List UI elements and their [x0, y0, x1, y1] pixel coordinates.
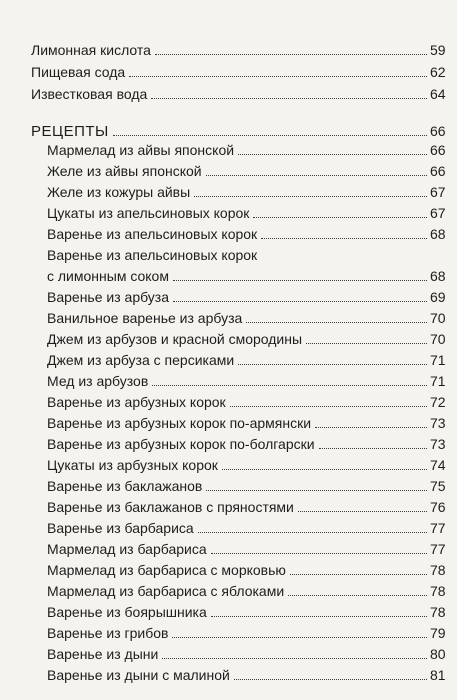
- leader-dots: [173, 301, 427, 302]
- recipe-label: Варенье из арбуза: [47, 289, 170, 305]
- toc-recipe-entry: [0, 432, 457, 453]
- leader-dots: [222, 469, 427, 470]
- recipe-page: 70: [430, 310, 446, 326]
- recipe-page: 67: [430, 205, 446, 221]
- recipe-page: 66: [430, 142, 446, 158]
- toc-recipe-entry: [0, 537, 457, 558]
- leader-dots: [290, 574, 427, 575]
- toc-recipe-entry: [0, 285, 457, 306]
- toc-recipe-entry: [0, 516, 457, 537]
- leader-dots: [113, 135, 427, 136]
- leader-dots: [288, 595, 427, 596]
- leader-dots: [261, 238, 427, 239]
- toc-entry-page: 59: [430, 42, 446, 58]
- toc-recipe-entry: [0, 159, 457, 180]
- toc-entry-page: 62: [430, 64, 446, 80]
- leader-dots: [253, 217, 427, 218]
- leader-dots: [172, 637, 427, 638]
- recipe-page: 71: [430, 352, 446, 368]
- leader-dots: [162, 658, 427, 659]
- recipe-label: Варенье из арбузных корок: [47, 394, 226, 410]
- recipe-label: Мед из арбузов: [47, 373, 149, 389]
- recipe-label: Варенье из баклажанов с пряностями: [47, 499, 294, 515]
- recipe-label: Мармелад из барбариса с яблоками: [47, 583, 285, 599]
- recipe-label: Желе из кожуры айвы: [47, 184, 191, 200]
- toc-recipe-entry: [0, 348, 457, 369]
- toc-recipe-entry: [0, 222, 457, 243]
- recipe-page: 67: [430, 184, 446, 200]
- recipe-label: Варенье из барбариса: [47, 520, 194, 536]
- leader-dots: [151, 98, 427, 99]
- recipe-page: 68: [430, 226, 446, 242]
- recipe-page: 79: [430, 625, 446, 641]
- toc-recipe-entry: [0, 621, 457, 642]
- leader-dots: [173, 280, 427, 281]
- recipe-label: Варенье из баклажанов: [47, 478, 203, 494]
- recipe-label: Цукаты из арбузных корок: [47, 457, 218, 473]
- toc-recipe-entry: [0, 180, 457, 201]
- section-page: 66: [430, 123, 446, 139]
- recipe-page: 66: [430, 163, 446, 179]
- recipe-label: Джем из арбуза с персиками: [47, 352, 235, 368]
- toc-recipe-entry: [0, 558, 457, 579]
- toc-recipe-entry: [0, 642, 457, 663]
- recipe-label: Ванильное варенье из арбуза: [47, 310, 243, 326]
- leader-dots: [238, 154, 427, 155]
- leader-dots: [211, 553, 427, 554]
- recipe-page: 73: [430, 436, 446, 452]
- recipe-label: Варенье из дыни с малиной: [47, 667, 230, 683]
- toc-entry: [0, 82, 457, 103]
- leader-dots: [306, 343, 427, 344]
- leader-dots: [238, 364, 427, 365]
- recipe-page: 78: [430, 583, 446, 599]
- recipe-page: 75: [430, 478, 446, 494]
- leader-dots: [155, 54, 427, 55]
- recipe-page: 70: [430, 331, 446, 347]
- toc-recipe-entry: [0, 600, 457, 621]
- recipe-label: Варенье из грибов: [47, 625, 169, 641]
- leader-dots: [194, 196, 427, 197]
- recipe-page: 72: [430, 394, 446, 410]
- leader-dots: [230, 406, 427, 407]
- toc-recipe-entry: [0, 453, 457, 474]
- recipe-page: 78: [430, 562, 446, 578]
- toc-recipe-entry: [0, 369, 457, 390]
- leader-dots: [315, 427, 427, 428]
- recipe-page: 68: [430, 268, 446, 284]
- recipe-page: 80: [430, 646, 446, 662]
- leader-dots: [319, 448, 427, 449]
- toc-recipe-entry-continuation: [0, 264, 457, 285]
- section-title: РЕЦЕПТЫ: [31, 123, 109, 140]
- leader-dots: [206, 490, 427, 491]
- toc-recipe-entry: [0, 201, 457, 222]
- recipe-label: Мармелад из барбариса: [47, 541, 207, 557]
- leader-dots: [246, 322, 427, 323]
- recipe-label: Варенье из дыни: [47, 646, 159, 662]
- leader-dots: [129, 76, 427, 77]
- leader-dots: [152, 385, 427, 386]
- recipe-label: с лимонным соком: [47, 268, 169, 284]
- toc-entry-label: Лимонная кислота: [31, 42, 151, 58]
- recipe-label: Варенье из боярышника: [47, 604, 207, 620]
- recipe-label: Варенье из арбузных корок по-болгарски: [47, 436, 315, 452]
- toc-recipe-entry: [0, 474, 457, 495]
- toc-recipe-entry-multiline: [0, 243, 457, 264]
- toc-recipe-entry: [0, 579, 457, 600]
- leader-dots: [234, 679, 427, 680]
- recipe-page: 74: [430, 457, 446, 473]
- recipe-label: Варенье из апельсиновых корок: [47, 247, 258, 263]
- leader-dots: [206, 175, 427, 176]
- toc-section-heading: [0, 119, 457, 140]
- recipe-label: Желе из айвы японской: [47, 163, 202, 179]
- leader-dots: [298, 511, 427, 512]
- toc-recipe-entry: [0, 306, 457, 327]
- recipe-page: 77: [430, 541, 446, 557]
- toc-recipe-entry: [0, 327, 457, 348]
- toc-entry-page: 64: [430, 86, 446, 102]
- toc-recipe-entry: [0, 411, 457, 432]
- recipe-page: 81: [430, 667, 446, 683]
- toc-entry-label: Известковая вода: [31, 86, 148, 102]
- recipe-label: Цукаты из апельсиновых корок: [47, 205, 250, 221]
- toc-entry: [0, 60, 457, 81]
- recipe-page: 71: [430, 373, 446, 389]
- recipe-page: 76: [430, 499, 446, 515]
- recipe-page: 73: [430, 415, 446, 431]
- toc-recipe-entry: [0, 495, 457, 516]
- toc-recipe-entry: [0, 390, 457, 411]
- recipe-page: 77: [430, 520, 446, 536]
- recipe-page: 78: [430, 604, 446, 620]
- toc-recipe-entry: [0, 663, 457, 684]
- recipe-label: Джем из арбузов и красной смородины: [47, 331, 303, 347]
- recipe-label: Варенье из апельсиновых корок: [47, 226, 258, 242]
- recipe-page: 69: [430, 289, 446, 305]
- recipe-label: Мармелад из айвы японской: [47, 142, 235, 158]
- recipe-label: Мармелад из барбариса с морковью: [47, 562, 286, 578]
- toc-recipe-entry: [0, 138, 457, 159]
- toc-entry: [0, 38, 457, 59]
- leader-dots: [198, 532, 427, 533]
- recipe-label: Варенье из арбузных корок по-армянски: [47, 415, 312, 431]
- toc-entry-label: Пищевая сода: [31, 64, 126, 80]
- leader-dots: [211, 616, 427, 617]
